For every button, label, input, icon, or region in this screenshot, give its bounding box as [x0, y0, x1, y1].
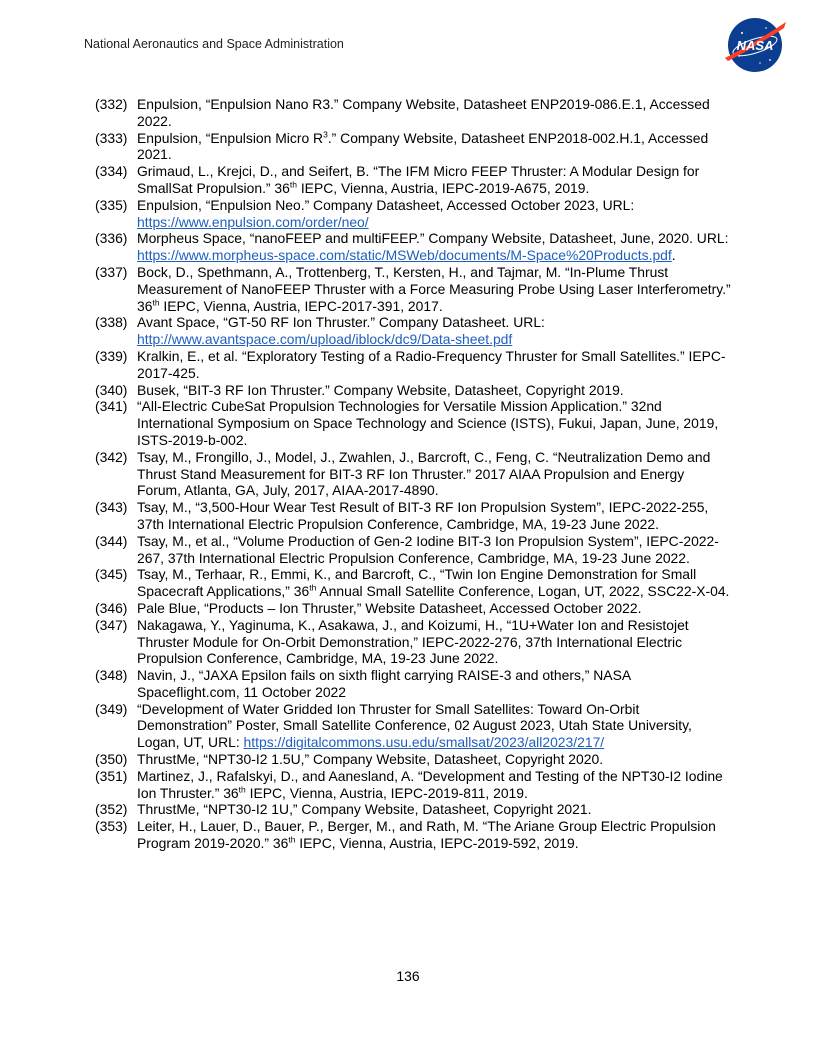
reference-item	[95, 163, 731, 197]
reference-text-segment: Busek, “BIT-3 RF Ion Thruster.” Company Website, Datasheet, Copyright 2019.	[137, 381, 624, 398]
reference-text	[137, 499, 731, 533]
reference-text-segment: Navin, J., “JAXA Epsilon fails on sixth flight carrying RAISE-3 and others,” NASA Spaceflight.com, 11 October 2022	[137, 667, 631, 700]
reference-text-segment: IEPC, Vienna, Austria, IEPC-2019-811, 2019.	[245, 784, 528, 801]
reference-number: (345)	[95, 566, 128, 583]
reference-text-segment: .” Company Website, Datasheet ENP2018-002.H.1, Accessed 2021.	[137, 129, 709, 163]
reference-number: (333)	[95, 129, 128, 146]
reference-item	[95, 768, 731, 802]
reference-number: (349)	[95, 700, 128, 717]
reference-text-segment: Nakagawa, Y., Yaginuma, K., Asakawa, J., and Koizumi, H., “1U+Water Ion and Resistojet Thruster Module for On-Orbit Demonstration,” IEPC-2022-276, 37th International Electric Propulsion Conference, Cambridge, MA, 19-23 June 2022.	[137, 616, 689, 667]
ordinal-superscript: th	[152, 296, 160, 307]
reference-number: (342)	[95, 448, 128, 465]
reference-item	[95, 230, 731, 264]
reference-text-segment: IEPC, Vienna, Austria, IEPC-2019-592, 2019.	[295, 835, 579, 852]
reference-number: (335)	[95, 196, 128, 213]
reference-text-segment: Tsay, M., “3,500-Hour Wear Test Result of BIT-3 RF Ion Propulsion System”, IEPC-2022-255, 37th International Electric Propulsion Conference, Cambridge, MA, 19-23 June 2022.	[137, 499, 709, 532]
reference-number: (338)	[95, 314, 128, 331]
reference-text	[137, 449, 731, 499]
reference-text-segment: “All-Electric CubeSat Propulsion Technologies for Versatile Mission Application.” 32nd International Symposium on Space Technology and Science (ISTS), Fukui, Japan, June, 2019, ISTS-2019-b-002.	[137, 398, 719, 448]
reference-text	[137, 768, 731, 802]
reference-number: (351)	[95, 767, 128, 784]
nasa-meatball-icon	[722, 16, 788, 74]
reference-number: (339)	[95, 347, 128, 364]
reference-text-segment: Pale Blue, “Products – Ion Thruster,” Website Datasheet, Accessed October 2022.	[137, 599, 642, 616]
reference-text-segment: Enpulsion, “Enpulsion Neo.” Company Datasheet, Accessed October 2023, URL:	[137, 196, 635, 213]
reference-item	[95, 314, 731, 348]
reference-number: (344)	[95, 532, 128, 549]
reference-text	[137, 801, 731, 818]
ordinal-superscript: th	[238, 784, 246, 795]
reference-item	[95, 667, 731, 701]
reference-text-segment: IEPC, Vienna, Austria, IEPC-2017-391, 2017.	[159, 297, 443, 314]
ordinal-superscript: 3	[323, 128, 328, 139]
reference-url-link[interactable]: http://www.avantspace.com/upload/iblock/dc9/Data-sheet.pdf	[137, 331, 513, 348]
reference-item	[95, 617, 731, 667]
header-organization: National Aeronautics and Space Administration	[84, 37, 344, 51]
reference-text	[137, 617, 731, 667]
reference-text	[137, 818, 731, 852]
reference-text	[137, 751, 731, 768]
reference-text	[137, 398, 731, 448]
reference-item	[95, 533, 731, 567]
reference-text	[137, 130, 731, 164]
ordinal-superscript: th	[309, 582, 317, 593]
reference-text-segment: Kralkin, E., et al. “Exploratory Testing of a Radio-Frequency Thruster for Small Satellites.” IEPC-2017-425.	[137, 347, 726, 381]
reference-number: (334)	[95, 163, 128, 180]
reference-item	[95, 600, 731, 617]
reference-text	[137, 96, 731, 130]
reference-number: (346)	[95, 599, 128, 616]
reference-text-segment: Annual Small Satellite Conference, Logan, UT, 2022, SSC22-X-04.	[316, 583, 730, 600]
reference-number: (343)	[95, 499, 128, 516]
reference-url-link[interactable]: https://www.morpheus-space.com/static/MSWeb/documents/M-Space%20Products.pdf	[137, 247, 672, 264]
page-number: 136	[396, 968, 420, 984]
reference-text-segment: Morpheus Space, “nanoFEEP and multiFEEP.” Company Website, Datasheet, June, 2020. URL:	[137, 230, 729, 247]
reference-text-segment: ThrustMe, “NPT30-I2 1.5U,” Company Website, Datasheet, Copyright 2020.	[137, 751, 604, 768]
reference-text	[137, 600, 731, 617]
reference-url-link[interactable]: https://digitalcommons.usu.edu/smallsat/2023/all2023/217/	[243, 734, 605, 751]
reference-text-segment: Martinez, J., Rafalskyi, D., and Aanesland, A. “Development and Testing of the NPT30-I2 Iodine Ion Thruster.” 36	[137, 767, 723, 801]
nasa-logo	[722, 16, 788, 74]
reference-text-segment: Enpulsion, “Enpulsion Nano R3.” Company Website, Datasheet ENP2019-086.E.1, Accessed 2022.	[137, 96, 710, 129]
reference-number: (341)	[95, 398, 128, 415]
reference-text	[137, 382, 731, 399]
reference-text	[137, 264, 731, 314]
reference-url-link[interactable]: https://www.enpulsion.com/order/neo/	[137, 213, 369, 230]
reference-number: (332)	[95, 96, 128, 112]
reference-item	[95, 398, 731, 448]
reference-number: (347)	[95, 616, 128, 633]
reference-item	[95, 348, 731, 382]
reference-text-segment: “Development of Water Gridded Ion Thruster for Small Satellites: Toward On-Orbit Demonstration” Poster, Small Satellite Conference, 02 August 2023, Utah State University, Logan, UT, URL:	[137, 700, 692, 751]
reference-text-segment: .	[671, 247, 676, 264]
reference-text-segment: Avant Space, “GT-50 RF Ion Thruster.” Company Datasheet. URL:	[137, 314, 545, 331]
reference-item	[95, 566, 731, 600]
reference-number: (348)	[95, 667, 128, 684]
reference-number: (353)	[95, 818, 128, 835]
reference-text	[137, 314, 731, 348]
reference-text-segment: Leiter, H., Lauer, D., Bauer, P., Berger, M., and Rath, M. “The Ariane Group Electric Propulsion Program 2019-2020.” 36	[137, 818, 716, 852]
reference-text-segment: Tsay, M., et al., “Volume Production of Gen-2 Iodine BIT-3 Ion Propulsion System”, IEPC-2022-267, 37th International Electric Propulsion Conference, Cambridge, MA, 19-23 June 2022.	[137, 532, 719, 566]
reference-item	[95, 449, 731, 499]
reference-item	[95, 818, 731, 852]
reference-text	[137, 533, 731, 567]
reference-item	[95, 130, 731, 164]
reference-item	[95, 801, 731, 818]
reference-number: (336)	[95, 230, 128, 247]
reference-text	[137, 163, 731, 197]
reference-item	[95, 96, 731, 130]
reference-item	[95, 264, 731, 314]
reference-text-segment: Tsay, M., Terhaar, R., Emmi, K., and Barcroft, C., “Twin Ion Engine Demonstration for Small Spacecraft Applications,” 36	[137, 566, 697, 600]
logo-text: NASA	[736, 38, 774, 53]
reference-number: (352)	[95, 801, 128, 818]
reference-list	[95, 96, 731, 852]
reference-text-segment: ThrustMe, “NPT30-I2 1U,” Company Website, Datasheet, Copyright 2021.	[137, 801, 592, 818]
reference-text-segment: Grimaud, L., Krejci, D., and Seifert, B. “The IFM Micro FEEP Thruster: A Modular Design for SmallSat Propulsion.” 36	[137, 163, 700, 196]
reference-text-segment: Bock, D., Spethmann, A., Trottenberg, T., Kersten, H., and Tajmar, M. “In-Plume Thrust Measurement of NanoFEEP Thruster with a Force Measuring Probe Using Laser Interferometry.” 36	[137, 263, 731, 314]
reference-item	[95, 751, 731, 768]
reference-text-segment: IEPC, Vienna, Austria, IEPC-2019-A675, 2019.	[296, 179, 590, 196]
reference-text-segment: Enpulsion, “Enpulsion Micro R	[137, 129, 324, 146]
reference-item	[95, 499, 731, 533]
reference-number: (340)	[95, 381, 128, 398]
reference-number: (337)	[95, 263, 128, 280]
reference-item	[95, 382, 731, 399]
ordinal-superscript: th	[288, 834, 296, 845]
reference-item	[95, 197, 731, 231]
ordinal-superscript: th	[289, 179, 297, 190]
reference-item	[95, 701, 731, 751]
reference-text	[137, 348, 731, 382]
reference-text	[137, 701, 731, 751]
reference-text-segment: Tsay, M., Frongillo, J., Model, J., Zwahlen, J., Barcroft, C., Feng, C. “Neutralization Demo and Thrust Stand Measurement for BIT-3 RF Ion Thruster.” 2017 AIAA Propulsion and Energy Forum, Atlanta, GA, July, 2017, AIAA-2017-4890.	[137, 448, 711, 499]
reference-text	[137, 197, 731, 231]
reference-text	[137, 667, 731, 701]
reference-text	[137, 230, 731, 264]
reference-text	[137, 566, 731, 600]
reference-number: (350)	[95, 751, 128, 768]
